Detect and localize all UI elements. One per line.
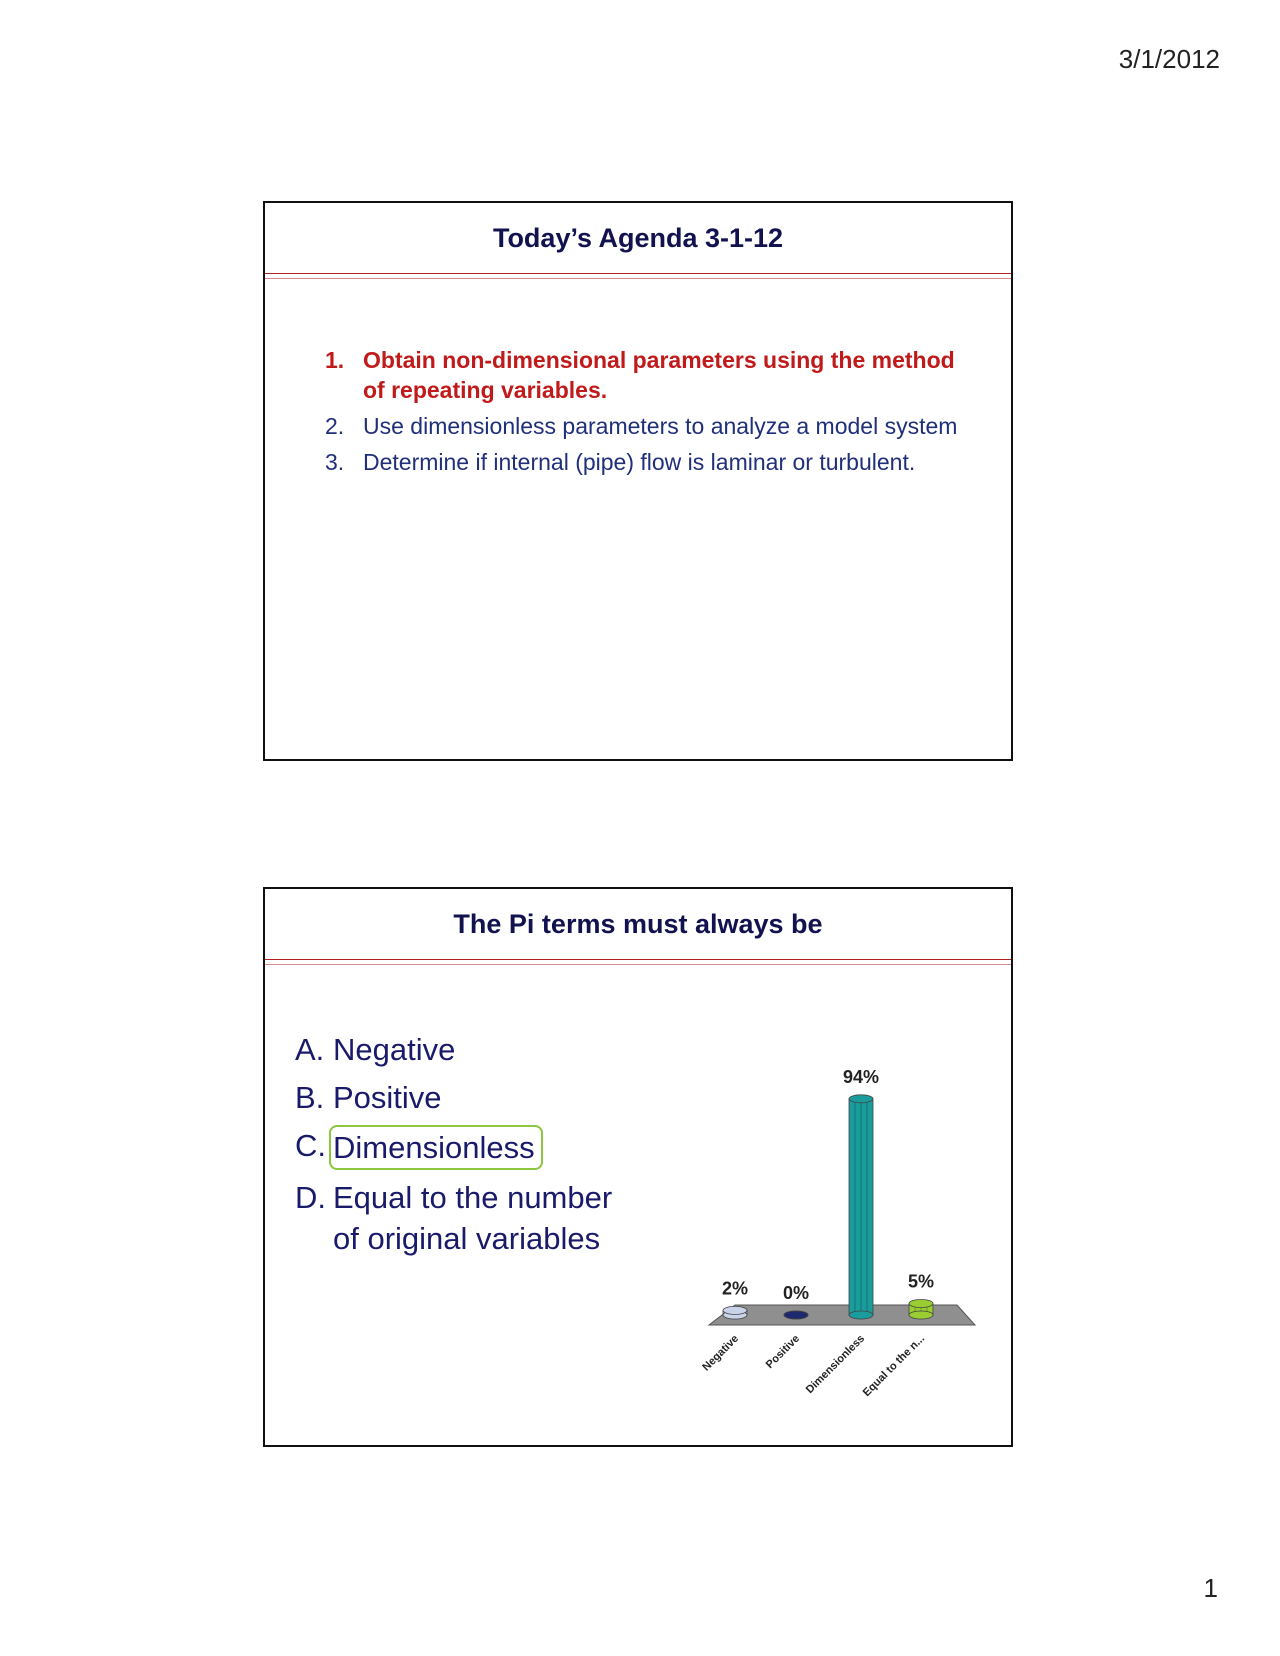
title-divider	[265, 273, 1011, 279]
category-label: Negative	[700, 1332, 742, 1374]
correct-answer-highlight: Dimensionless	[329, 1125, 543, 1170]
chart-bar	[723, 1306, 747, 1319]
bar-value-label: 2%	[721, 1278, 749, 1299]
title-divider	[265, 959, 1011, 965]
page-date: 3/1/2012	[1118, 44, 1220, 74]
bar-value-label: 94%	[842, 1066, 880, 1087]
response-chart	[695, 1039, 995, 1419]
agenda-item: 3. Determine if internal (pipe) flow is laminar or turbulent.	[325, 449, 916, 475]
category-label: Positive	[763, 1332, 803, 1371]
chart-bar	[784, 1311, 808, 1319]
answer-option-correct: C. Dimensionless	[295, 1125, 633, 1170]
answer-option: A. Negative	[295, 1032, 456, 1067]
answer-option: B. Positive	[295, 1080, 442, 1115]
bar-value-label: 0%	[782, 1283, 810, 1303]
agenda-list	[325, 345, 971, 477]
chart-bar	[909, 1300, 933, 1320]
agenda-slide	[263, 201, 1013, 761]
bar-value-label: 5%	[907, 1271, 935, 1292]
quiz-slide	[263, 887, 1013, 1447]
agenda-item: 2. Use dimensionless parameters to analyze a model system	[325, 413, 958, 439]
agenda-item: 1. Obtain non-dimensional parameters using the method of repeating variables.	[325, 347, 955, 403]
answer-options	[295, 1029, 633, 1266]
chart-bar	[849, 1095, 873, 1319]
page-number: 1	[1203, 1573, 1218, 1603]
slide-title: The Pi terms must always be	[453, 908, 823, 939]
slide-title: Today’s Agenda 3-1-12	[492, 222, 784, 253]
category-label: Dimensionless	[803, 1332, 868, 1397]
chart-floor	[709, 1305, 975, 1325]
category-label: Equal to the n...	[860, 1332, 928, 1400]
answer-option: D. Equal to the number of original variables	[295, 1180, 613, 1256]
